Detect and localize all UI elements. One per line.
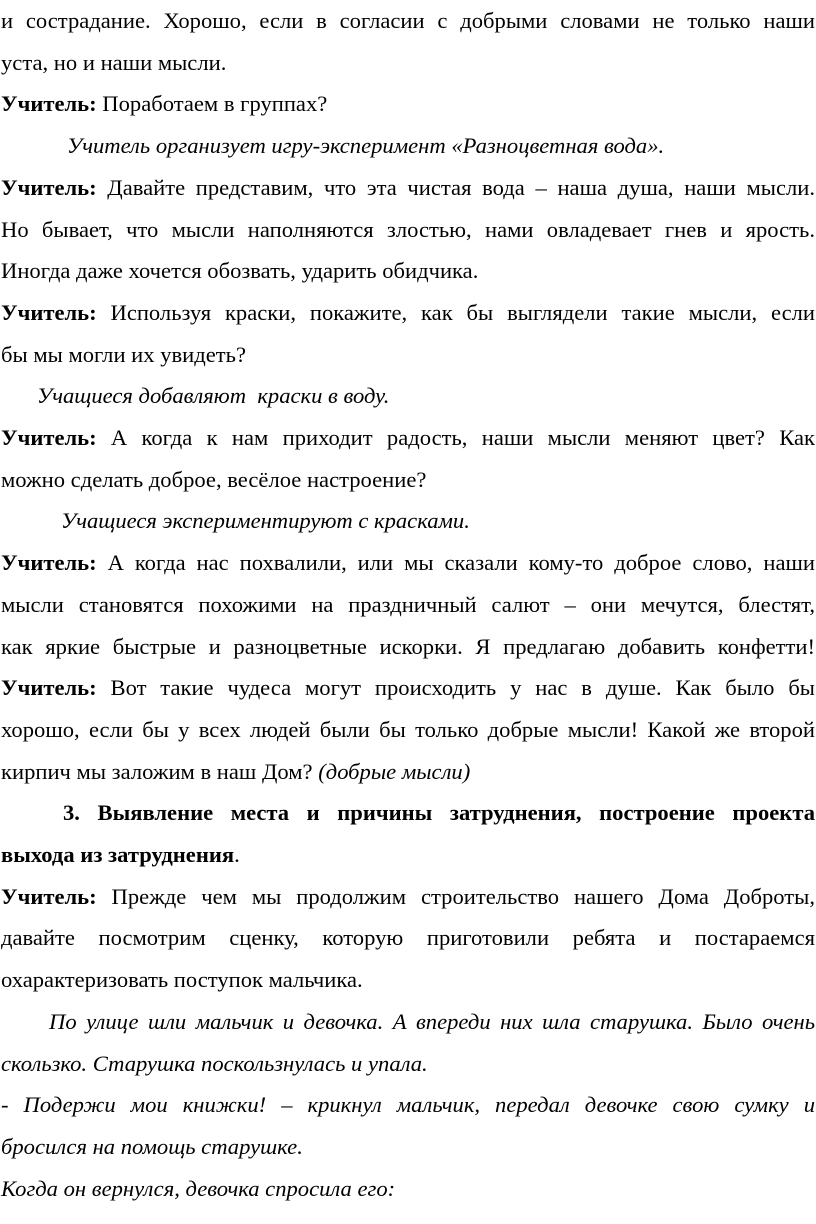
text: кирпич мы заложим в наш Дом? <box>1 758 319 784</box>
text: и сострадание. Хорошо, если в согласии с добрыми словами не только наши <box>1 8 815 33</box>
speaker-label: Учитель: <box>1 675 97 701</box>
text-line <box>1 917 815 959</box>
text: Прежде чем мы продолжим строительство нашего Дома Доброты, <box>111 883 815 909</box>
story-line <box>1 1043 815 1085</box>
text: . <box>234 842 240 868</box>
text: По улице шли мальчик и девочка. А впереди них шла старушка. Было очень <box>49 1008 815 1034</box>
text: А когда нас похвалили, или мы сказали кому-то доброе слово, наши <box>107 550 815 576</box>
stage-direction <box>1 500 815 542</box>
teacher-line <box>1 876 815 918</box>
text-line <box>1 751 815 793</box>
heading-text: 3. Выявление места и причины затруднения, построение проекта <box>63 800 815 826</box>
text: давайте посмотрим сценку, которую приготовили ребята и постараемся <box>1 925 815 951</box>
text: уста, но и наши мысли. <box>1 49 227 75</box>
heading-text: выхода из затруднения <box>1 842 235 868</box>
stage-direction <box>1 375 815 417</box>
speaker-label: Учитель: <box>1 425 97 451</box>
story-line <box>1 1001 815 1043</box>
text: Учащиеся добавляют краски в воду. <box>37 383 390 409</box>
teacher-line <box>1 83 815 125</box>
text: - Подержи мои книжки! – крикнул мальчик, передал девочке свою сумку и <box>1 1092 815 1118</box>
speaker-label: Учитель: <box>1 299 97 325</box>
text-line <box>1 584 815 626</box>
story-line <box>1 1126 815 1168</box>
text-line <box>1 959 815 1001</box>
text: Но бывает, что мысли наполняются злостью, нами овладевает гнев и ярость. <box>1 216 815 242</box>
text: Когда он вернулся, девочка спросила его: <box>1 1175 396 1201</box>
text: бросился на помощь старушке. <box>1 1133 303 1159</box>
teacher-line <box>1 167 815 209</box>
text: мысли становятся похожими на праздничный салют – они мечутся, блестят, <box>1 591 815 617</box>
text-line <box>1 42 815 84</box>
stage-direction <box>1 125 815 167</box>
text-line <box>1 0 815 42</box>
answer-hint: (добрые мысли) <box>318 758 471 784</box>
teacher-line <box>1 292 815 334</box>
text-line <box>1 250 815 292</box>
section-heading-cont <box>1 834 815 876</box>
text: охарактеризовать поступок мальчика. <box>1 967 363 993</box>
text: скользко. Старушка поскользнулась и упала. <box>1 1050 428 1076</box>
text: Иногда даже хочется обозвать, ударить обидчика. <box>1 258 479 284</box>
text: можно сделать доброе, весёлое настроение? <box>1 466 427 492</box>
text-line <box>1 626 815 668</box>
text: Вот такие чудеса могут происходить у нас в душе. Как было бы <box>110 675 815 701</box>
section-heading <box>1 792 815 834</box>
text: как яркие быстрые и разноцветные искорки. Я предлагаю добавить конфетти! <box>1 633 815 659</box>
speaker-label: Учитель: <box>1 883 97 909</box>
text: Поработаем в группах? <box>102 91 328 117</box>
teacher-line <box>1 417 815 459</box>
text: бы мы могли их увидеть? <box>1 341 247 367</box>
story-line <box>1 1084 815 1126</box>
speaker-label: Учитель: <box>1 91 97 117</box>
speaker-label: Учитель: <box>1 550 97 576</box>
teacher-line <box>1 667 815 709</box>
text: Учащиеся экспериментируют с красками. <box>61 508 470 534</box>
speaker-label: Учитель: <box>1 174 97 200</box>
text-line <box>1 209 815 251</box>
text-line <box>1 709 815 751</box>
text: Учитель организует игру-эксперимент «Разноцветная вода». <box>67 133 665 159</box>
text-line <box>1 334 815 376</box>
text: А когда к нам приходит радость, наши мысли меняют цвет? Как <box>110 425 815 451</box>
text-line <box>1 459 815 501</box>
story-line <box>1 1168 815 1210</box>
teacher-line <box>1 542 815 584</box>
text: Давайте представим, что эта чистая вода – наша душа, наши мысли. <box>107 174 815 200</box>
text: Используя краски, покажите, как бы выглядели такие мысли, если <box>110 299 815 325</box>
text: хорошо, если бы у всех людей были бы только добрые мысли! Какой же второй <box>1 716 815 742</box>
